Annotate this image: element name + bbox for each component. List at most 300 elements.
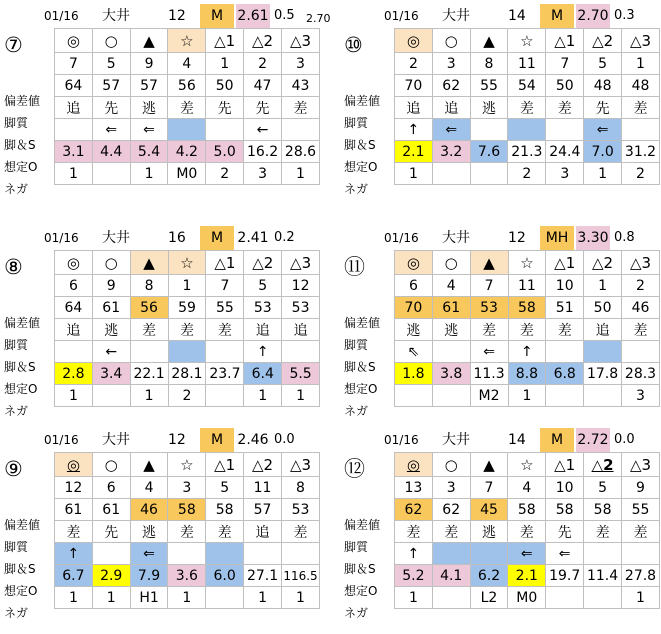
- field-size: 12: [168, 432, 186, 448]
- hensachi-cell: 50: [546, 75, 584, 97]
- horse-number-cell: 11: [508, 53, 546, 75]
- row-label: 脚質: [344, 540, 369, 554]
- kyakushitsu-cell: 差: [130, 319, 168, 341]
- odds-cell: 116.5: [281, 565, 319, 587]
- venue-name: 大井: [442, 8, 470, 24]
- ashi-row: [395, 543, 660, 565]
- horse-number-cell: 12: [55, 477, 93, 499]
- hensachi-cell: 58: [508, 499, 546, 521]
- kyakushitsu-cell: 差: [470, 319, 508, 341]
- hensachi-row: [55, 75, 320, 97]
- hensachi-cell: 70: [395, 75, 433, 97]
- ashi-cell: [168, 341, 206, 363]
- ashi-cell: [55, 341, 93, 363]
- mark-row: [395, 29, 660, 53]
- mark-cell: △1: [206, 453, 244, 477]
- kyakushitsu-cell: 差: [55, 521, 93, 543]
- hensachi-cell: 53: [470, 297, 508, 319]
- ashi-cell: [281, 543, 319, 565]
- hensachi-cell: 53: [282, 297, 320, 319]
- mark-cell: ◎: [395, 29, 433, 53]
- ashi-cell: ⇐: [92, 119, 130, 141]
- row-label: 脚質: [4, 338, 29, 352]
- kyakushitsu-cell: 差: [622, 521, 660, 543]
- race-sub-value: 0.0: [614, 432, 635, 447]
- row-label: 脚質: [4, 540, 29, 554]
- kyakushitsu-cell: 追: [55, 319, 93, 341]
- mark-cell: ◎: [395, 251, 433, 275]
- horse-number-cell: 8: [281, 477, 319, 499]
- odds-cell: 5.0: [206, 141, 244, 163]
- horse-number-cell: 10: [546, 275, 584, 297]
- odds-cell: 1.8: [395, 363, 433, 385]
- horse-number-row: [395, 53, 660, 75]
- nega-cell: L2: [470, 587, 508, 609]
- nega-cell: [546, 385, 584, 407]
- kyakushitsu-cell: 追: [244, 319, 282, 341]
- horse-number-cell: 13: [395, 477, 433, 499]
- nega-cell: [432, 587, 470, 609]
- mark-cell: △2: [584, 453, 622, 477]
- kyakushitsu-cell: 逃: [432, 319, 470, 341]
- odds-cell: 2.1: [508, 565, 546, 587]
- hensachi-cell: 55: [622, 499, 660, 521]
- hensachi-cell: 53: [244, 297, 282, 319]
- hensachi-row: [395, 499, 660, 521]
- row-label: 脚＆S: [344, 562, 376, 576]
- mark-cell: ▲: [130, 453, 168, 477]
- nega-cell: [92, 163, 130, 185]
- horse-number-cell: 5: [244, 275, 282, 297]
- hensachi-cell: 57: [244, 499, 282, 521]
- field-size: 12: [168, 8, 186, 24]
- hensachi-cell: 62: [432, 499, 470, 521]
- row-label: 脚質: [344, 116, 369, 130]
- kyakushitsu-cell: 逃: [130, 97, 168, 119]
- odds-cell: 2.8: [55, 363, 93, 385]
- horse-number-cell: 5: [584, 53, 622, 75]
- mark-cell: ○: [92, 453, 130, 477]
- nega-cell: 1: [622, 587, 660, 609]
- odds-cell: 11.4: [584, 565, 622, 587]
- horse-number-cell: 9: [622, 477, 660, 499]
- kyakushitsu-cell: 逃: [395, 319, 433, 341]
- nega-cell: [584, 385, 622, 407]
- hensachi-cell: 61: [92, 499, 130, 521]
- horse-number-cell: 6: [395, 275, 433, 297]
- hensachi-cell: 48: [584, 75, 622, 97]
- mark-row: [55, 251, 320, 275]
- field-size: 14: [508, 8, 526, 24]
- mark-cell: △3: [622, 251, 660, 275]
- odds-cell: 5.4: [130, 141, 168, 163]
- mark-cell: △1: [546, 453, 584, 477]
- odds-cell: 4.2: [168, 141, 206, 163]
- nega-cell: 1: [55, 385, 93, 407]
- race-index-value: 2.72: [576, 428, 610, 452]
- mark-cell: ▲: [130, 251, 168, 275]
- mark-row: [55, 29, 320, 53]
- kyakushitsu-row: [395, 521, 660, 543]
- odds-cell: 2.9: [92, 565, 130, 587]
- row-label: 脚質: [344, 338, 369, 352]
- hensachi-cell: 55: [470, 75, 508, 97]
- ashi-row: [55, 341, 320, 363]
- hensachi-cell: 45: [470, 499, 508, 521]
- mark-cell: ☆: [508, 251, 546, 275]
- horse-number-cell: 2: [244, 53, 282, 75]
- horse-number-cell: 7: [470, 275, 508, 297]
- mark-cell: △3: [622, 453, 660, 477]
- kyakushitsu-cell: 差: [395, 521, 433, 543]
- kyakushitsu-cell: 差: [432, 521, 470, 543]
- venue-name: 大井: [102, 432, 130, 448]
- hensachi-cell: 61: [55, 499, 93, 521]
- mark-cell: ▲: [470, 29, 508, 53]
- mark-cell: △3: [281, 453, 319, 477]
- nega-cell: 1: [282, 385, 320, 407]
- mark-cell: ◎: [55, 29, 93, 53]
- race-date: 01/16: [44, 231, 79, 245]
- mark-cell: △1: [546, 29, 584, 53]
- race-date: 01/16: [44, 9, 79, 23]
- race-8-table: [0, 226, 320, 426]
- mark-cell: △3: [282, 251, 320, 275]
- odds-cell: 31.2: [622, 141, 660, 163]
- kyakushitsu-cell: 逃: [470, 97, 508, 119]
- hensachi-cell: 48: [622, 75, 660, 97]
- kyakushitsu-cell: 差: [281, 97, 319, 119]
- horse-number-row: [395, 477, 660, 499]
- nega-cell: M0: [508, 587, 546, 609]
- ashi-cell: [282, 341, 320, 363]
- kyakushitsu-cell: 差: [206, 521, 244, 543]
- ashi-cell: [168, 119, 206, 141]
- horse-number-cell: 1: [622, 53, 660, 75]
- ashi-cell: ↑: [395, 119, 433, 141]
- horse-number-cell: 5: [92, 53, 130, 75]
- kyakushitsu-cell: 先: [244, 97, 282, 119]
- race-rank-badge: M: [200, 226, 234, 250]
- ashi-cell: ⇐: [508, 543, 546, 565]
- ashi-cell: [281, 119, 319, 141]
- kyakushitsu-cell: 追: [282, 319, 320, 341]
- race-sub-value: 0.8: [614, 230, 635, 245]
- hensachi-cell: 56: [130, 297, 168, 319]
- nega-cell: 1: [281, 163, 319, 185]
- kyakushitsu-cell: 追: [584, 319, 622, 341]
- race-7-table: [0, 4, 331, 204]
- horse-number-cell: 11: [244, 477, 282, 499]
- race-12-table: [340, 428, 660, 628]
- kyakushitsu-cell: 追: [432, 97, 470, 119]
- nega-cell: [395, 385, 433, 407]
- race-header: [340, 4, 660, 28]
- kyakushitsu-cell: 差: [508, 97, 546, 119]
- odds-cell: 6.8: [546, 363, 584, 385]
- mark-cell: △1: [206, 251, 244, 275]
- ashi-cell: [584, 543, 622, 565]
- nega-cell: H1: [130, 587, 168, 609]
- kyakushitsu-cell: 逃: [470, 521, 508, 543]
- nega-cell: 1: [130, 385, 168, 407]
- venue-name: 大井: [102, 8, 130, 24]
- row-label: 想定O: [4, 584, 38, 598]
- odds-cell: 2.1: [395, 141, 433, 163]
- mark-cell: ▲: [470, 453, 508, 477]
- nega-cell: [584, 587, 622, 609]
- race-grid: [54, 28, 320, 185]
- odds-cell: 3.1: [55, 141, 93, 163]
- race-rank-badge: M: [200, 428, 234, 452]
- ashi-cell: [432, 341, 470, 363]
- odds-cell: 5.5: [282, 363, 320, 385]
- nega-cell: 2: [622, 163, 660, 185]
- hensachi-cell: 50: [584, 297, 622, 319]
- hensachi-cell: 64: [55, 297, 93, 319]
- horse-number-cell: 5: [206, 477, 244, 499]
- odds-cell: 7.0: [584, 141, 622, 163]
- odds-row: [55, 363, 320, 385]
- race-number: ⑪: [344, 255, 365, 279]
- row-label: ネガ: [344, 404, 369, 418]
- nega-cell: 1: [244, 385, 282, 407]
- ashi-row: [395, 341, 660, 363]
- hensachi-cell: 56: [168, 75, 206, 97]
- mark-cell: ○: [432, 29, 470, 53]
- mark-cell: ☆: [168, 453, 206, 477]
- race-rank-badge: MH: [540, 226, 574, 250]
- mark-row: [395, 251, 660, 275]
- horse-number-cell: 1: [206, 53, 244, 75]
- row-label: 脚＆S: [344, 360, 376, 374]
- venue-name: 大井: [442, 230, 470, 246]
- mark-cell: ☆: [168, 29, 206, 53]
- mark-cell: ▲: [470, 251, 508, 275]
- ashi-cell: ↑: [395, 543, 433, 565]
- ashi-cell: ↑: [508, 341, 546, 363]
- hensachi-cell: 58: [168, 499, 206, 521]
- field-size: 14: [508, 432, 526, 448]
- mark-cell: △3: [622, 29, 660, 53]
- horse-number-cell: 2: [395, 53, 433, 75]
- kyakushitsu-row: [395, 319, 660, 341]
- kyakushitsu-cell: 差: [508, 521, 546, 543]
- odds-cell: 6.4: [244, 363, 282, 385]
- horse-number-cell: 9: [130, 53, 168, 75]
- kyakushitsu-cell: 差: [168, 97, 206, 119]
- row-label: 脚＆S: [344, 138, 376, 152]
- ashi-cell: [206, 543, 244, 565]
- kyakushitsu-row: [55, 521, 320, 543]
- mark-cell: △2: [244, 29, 282, 53]
- row-label: 想定O: [344, 160, 378, 174]
- kyakushitsu-cell: 差: [622, 319, 660, 341]
- horse-number-cell: 4: [130, 477, 168, 499]
- row-label: 想定O: [344, 382, 378, 396]
- race-number: ⑨: [4, 457, 23, 481]
- odds-cell: 28.3: [622, 363, 660, 385]
- nega-cell: 1: [92, 587, 130, 609]
- kyakushitsu-row: [395, 97, 660, 119]
- horse-number-row: [395, 275, 660, 297]
- odds-cell: 16.2: [244, 141, 282, 163]
- ashi-cell: ↑: [244, 341, 282, 363]
- race-header: [340, 428, 660, 452]
- race-rank-badge: M: [540, 428, 574, 452]
- mark-cell: ◎: [55, 251, 93, 275]
- row-label: 脚＆S: [4, 360, 36, 374]
- horse-number-cell: 1: [584, 275, 622, 297]
- ashi-cell: ↑: [55, 543, 93, 565]
- horse-number-cell: 6: [92, 477, 130, 499]
- horse-number-cell: 7: [55, 53, 93, 75]
- kyakushitsu-cell: 先: [92, 97, 130, 119]
- horse-number-cell: 7: [206, 275, 244, 297]
- row-label: ネガ: [4, 404, 29, 418]
- horse-number-cell: 3: [432, 477, 470, 499]
- nega-cell: 3: [622, 385, 660, 407]
- ashi-cell: [432, 543, 470, 565]
- nega-cell: [206, 385, 244, 407]
- mark-cell: △1: [206, 29, 244, 53]
- race-grid: [394, 28, 660, 185]
- row-label: 脚＆S: [4, 138, 36, 152]
- mark-cell: ☆: [168, 251, 206, 275]
- ashi-cell: [55, 119, 93, 141]
- odds-cell: 6.7: [55, 565, 93, 587]
- nega-cell: 1: [395, 587, 433, 609]
- nega-cell: 1: [584, 163, 622, 185]
- nega-cell: 3: [546, 163, 584, 185]
- odds-cell: 7.9: [130, 565, 168, 587]
- ashi-cell: [206, 119, 244, 141]
- mark-cell: ○: [432, 453, 470, 477]
- odds-cell: 27.1: [244, 565, 282, 587]
- field-size: 12: [508, 230, 526, 246]
- ashi-cell: [508, 119, 546, 141]
- nega-cell: [92, 385, 130, 407]
- race-header: [0, 428, 320, 452]
- odds-cell: 4.4: [92, 141, 130, 163]
- venue-name: 大井: [102, 230, 130, 246]
- odds-cell: 3.2: [432, 141, 470, 163]
- row-label: 偏差値: [4, 94, 41, 108]
- odds-cell: 21.3: [508, 141, 546, 163]
- nega-row: [395, 587, 660, 609]
- odds-cell: 5.2: [395, 565, 433, 587]
- kyakushitsu-cell: 追: [395, 97, 433, 119]
- kyakushitsu-cell: 差: [508, 319, 546, 341]
- odds-cell: 24.4: [546, 141, 584, 163]
- nega-cell: [432, 163, 470, 185]
- ashi-cell: [622, 543, 660, 565]
- horse-number-cell: 5: [584, 477, 622, 499]
- kyakushitsu-cell: 先: [584, 97, 622, 119]
- horse-number-cell: 4: [168, 53, 206, 75]
- race-sub-value: 0.0: [274, 432, 295, 447]
- hensachi-cell: 50: [206, 75, 244, 97]
- row-label: 脚＆S: [4, 562, 36, 576]
- ashi-cell: [470, 543, 508, 565]
- race-header: [340, 226, 660, 250]
- row-label: 偏差値: [4, 518, 41, 532]
- hensachi-cell: 47: [244, 75, 282, 97]
- nega-row: [395, 163, 660, 185]
- mark-cell: △3: [281, 29, 319, 53]
- nega-cell: 1: [395, 163, 433, 185]
- ashi-cell: ⇐: [130, 119, 168, 141]
- odds-cell: 28.6: [281, 141, 319, 163]
- odds-cell: 17.8: [584, 363, 622, 385]
- nega-cell: 1: [55, 163, 93, 185]
- race-rank-badge: M: [200, 4, 234, 28]
- odds-cell: 7.6: [470, 141, 508, 163]
- ashi-row: [55, 119, 320, 141]
- race-number: ⑩: [344, 33, 363, 57]
- kyakushitsu-cell: 逃: [130, 521, 168, 543]
- odds-row: [395, 565, 660, 587]
- ashi-cell: [622, 341, 660, 363]
- ashi-cell: [92, 543, 130, 565]
- hensachi-cell: 51: [546, 297, 584, 319]
- nega-cell: 3: [244, 163, 282, 185]
- hensachi-cell: 61: [92, 297, 130, 319]
- nega-row: [395, 385, 660, 407]
- ashi-row: [55, 543, 320, 565]
- hensachi-cell: 43: [281, 75, 319, 97]
- kyakushitsu-cell: 先: [92, 521, 130, 543]
- nega-row: [55, 587, 320, 609]
- row-label: 偏差値: [344, 94, 381, 108]
- race-10-table: [340, 4, 660, 204]
- mark-cell: ☆: [508, 29, 546, 53]
- mark-cell: ▲: [130, 29, 168, 53]
- odds-cell: 8.8: [508, 363, 546, 385]
- race-number: ⑧: [4, 255, 23, 279]
- race-grid: [394, 250, 660, 407]
- race-date: 01/16: [384, 9, 419, 23]
- race-number: ⑦: [4, 33, 23, 57]
- ashi-cell: [470, 119, 508, 141]
- ashi-cell: [244, 543, 282, 565]
- kyakushitsu-cell: 差: [584, 521, 622, 543]
- odds-row: [395, 363, 660, 385]
- ashi-cell: ⇖: [395, 341, 433, 363]
- mark-row: [395, 453, 660, 477]
- horse-number-cell: 3: [168, 477, 206, 499]
- odds-cell: 23.7: [206, 363, 244, 385]
- ashi-cell: [130, 341, 168, 363]
- odds-cell: 3.6: [168, 565, 206, 587]
- nega-cell: 2: [206, 163, 244, 185]
- hensachi-cell: 70: [395, 297, 433, 319]
- ashi-cell: ⇐: [432, 119, 470, 141]
- ashi-row: [395, 119, 660, 141]
- nega-cell: 2: [508, 163, 546, 185]
- odds-cell: 11.3: [470, 363, 508, 385]
- hensachi-cell: 59: [168, 297, 206, 319]
- kyakushitsu-cell: 差: [546, 319, 584, 341]
- mark-cell: ◎: [395, 453, 433, 477]
- hensachi-cell: 53: [281, 499, 319, 521]
- mark-cell: ☆: [508, 453, 546, 477]
- ashi-cell: [546, 119, 584, 141]
- ashi-cell: ←: [244, 119, 282, 141]
- mark-cell: ○: [92, 29, 130, 53]
- nega-row: [55, 385, 320, 407]
- race-sub-value: 0.3: [614, 8, 635, 23]
